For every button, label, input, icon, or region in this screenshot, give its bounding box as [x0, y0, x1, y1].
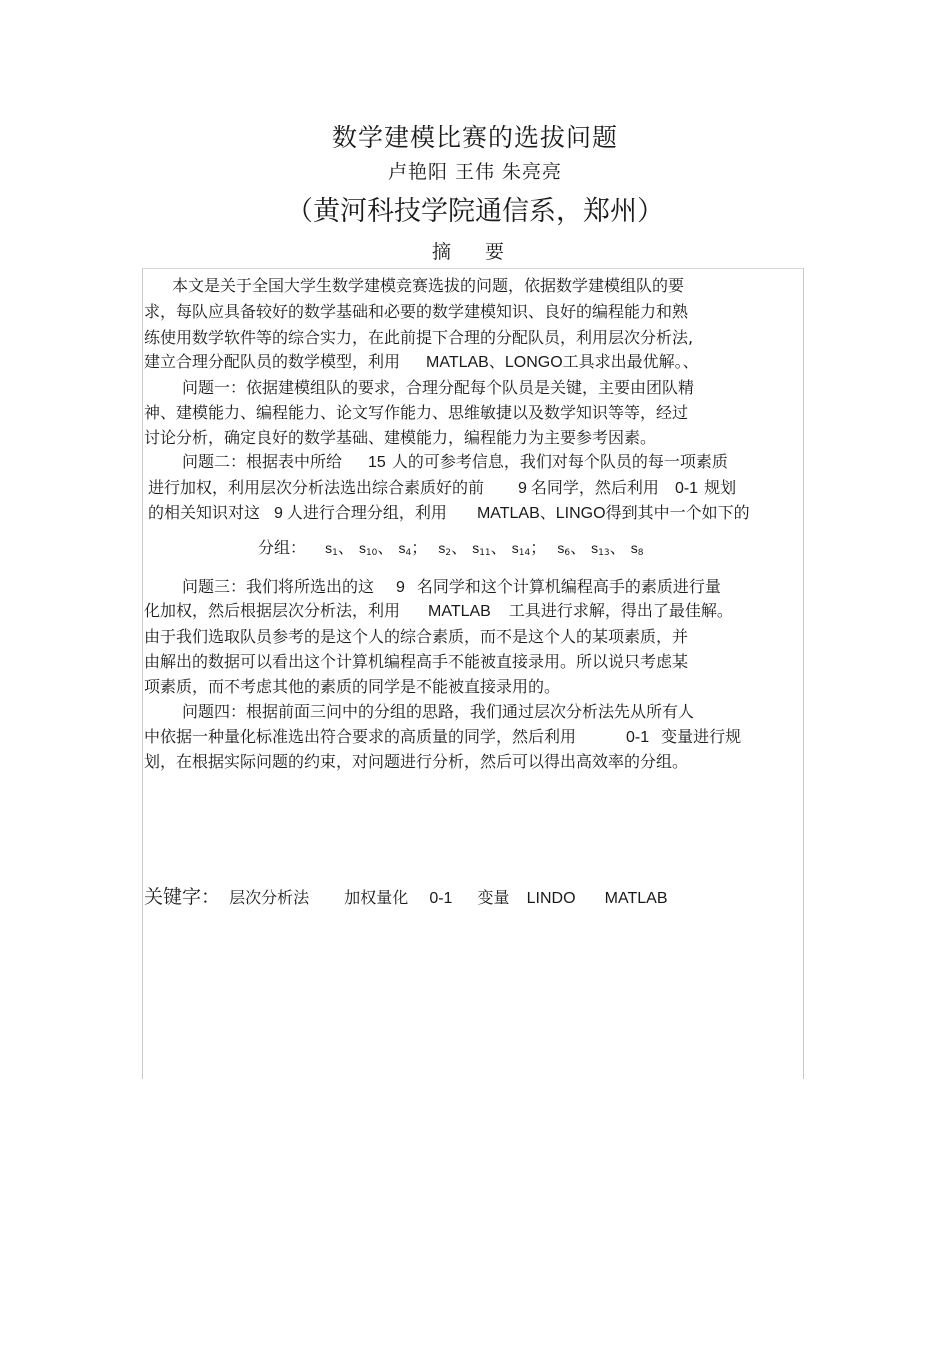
abstract-text: 15: [368, 454, 386, 471]
abstract-line: 由解出的数据可以看出这个计算机编程高手不能被直接录用。所以说只考虑某: [144, 652, 689, 671]
group-member: $s_{14}$: [511, 540, 531, 558]
group-line: [258, 538, 643, 563]
keyword: 层次分析法: [229, 888, 310, 907]
keyword: 0-1: [429, 890, 453, 907]
separator: ；: [530, 538, 547, 557]
abstract-line: 本文是关于全国大学生数学建模竞赛选拔的问题，依据数学建模组队的要: [172, 276, 685, 295]
group-member: $s_6$: [557, 540, 571, 558]
keyword: MATLAB: [604, 890, 668, 907]
keyword: 变量: [477, 888, 510, 907]
abstract-text: MATLAB、LONGO: [426, 354, 563, 371]
abstract-text: 名同学，然后利用: [530, 478, 659, 497]
abstract-line: 求，每队应具备较好的数学基础和必要的数学建模知识、良好的编程能力和熟: [144, 302, 689, 321]
abstract-line: [182, 577, 721, 598]
abstract-text: 9: [274, 505, 283, 522]
abstract-text: 规划: [704, 478, 737, 497]
abstract-text: 工具求出最优解。、: [562, 352, 699, 371]
abstract-line: 练使用数学软件等的综合实力，在此前提下合理的分配队员，利用层次分析法,: [144, 328, 694, 347]
group-member: $s_{11}$: [472, 540, 491, 558]
group-member: $s_8$: [630, 540, 644, 558]
abstract-text: 0-1: [626, 729, 650, 746]
abstract-text: 9: [396, 579, 405, 596]
paper-title: 数学建模比赛的选拔问题: [331, 123, 618, 152]
abstract-line: 问题一：依据建模组队的要求，合理分配每个队员是关键，主要由团队精: [182, 378, 695, 397]
abstract-text: 人进行合理分组，利用: [286, 503, 447, 522]
group-member: $s_{13}$: [591, 540, 610, 558]
abstract-line: [144, 352, 699, 373]
abstract-text: 0-1: [674, 480, 699, 497]
group-member: $s_4$: [398, 540, 412, 558]
abstract-line: [144, 727, 741, 748]
keyword: 加权量化: [344, 888, 409, 907]
abstract-line: [182, 452, 728, 473]
group-member: $s_2$: [438, 540, 452, 558]
abstract-line: 项素质，而不考虑其他的素质的同学是不能被直接录用的。: [144, 677, 561, 696]
keywords-label: 关键字：: [144, 886, 221, 908]
group-member: $s_1$: [325, 540, 338, 558]
abstract-text: 的相关知识对这: [148, 503, 261, 522]
abstract-line: [144, 601, 733, 622]
separator: 、: [490, 538, 507, 557]
separator: 、: [337, 538, 354, 557]
abstract-line: 神、建模能力、编程能力、论文写作能力、思维敏捷以及数学知识等等，经过: [144, 403, 689, 422]
abstract-line: 由于我们选取队员参考的是这个人的综合素质，而不是这个人的某项素质，并: [144, 627, 689, 646]
abstract-text: MATLAB: [428, 603, 491, 620]
abstract-text: MATLAB、LINGO: [476, 505, 606, 522]
abstract-heading: 摘 要: [431, 241, 519, 263]
group-label: 分组：: [258, 538, 307, 557]
abstract-line: 划，在根据实际问题的约束，对问题进行分析，然后可以得出高效率的分组。: [144, 752, 689, 771]
abstract-text: 人的可参考信息，我们对每个队员的每一项素质: [391, 452, 728, 471]
paper-affiliation: （黄河科技学院通信系，郑州）: [286, 196, 664, 227]
separator: 、: [377, 538, 394, 557]
abstract-text: 变量进行规: [661, 727, 742, 746]
separator: 、: [570, 538, 587, 557]
group-member: $s_{10}$: [358, 540, 378, 558]
abstract-text: 得到其中一个如下的: [605, 503, 750, 522]
abstract-line: 问题四：根据前面三问中的分组的思路，我们通过层次分析法先从所有人: [182, 702, 695, 721]
abstract-line: [148, 503, 750, 524]
separator: ；: [411, 538, 428, 557]
abstract-text: 建立合理分配队员的数学模型，利用: [144, 352, 401, 371]
keywords-line: [144, 887, 667, 909]
separator: 、: [451, 538, 468, 557]
separator: 、: [609, 538, 626, 557]
abstract-text: 问题三：我们将所选出的这: [182, 577, 375, 596]
paper-authors: 卢艳阳 王伟 朱亮亮: [387, 161, 563, 183]
abstract-text: 工具进行求解，得出了最佳解。: [508, 601, 733, 620]
abstract-text: 中依据一种量化标准选出符合要求的高质量的同学，然后利用: [144, 727, 577, 746]
abstract-line: 讨论分析，确定良好的数学基础、建模能力，编程能力为主要参考因素。: [144, 428, 657, 447]
abstract-text: 名同学和这个计算机编程高手的素质进行量: [416, 577, 721, 596]
keyword: LINDO: [526, 890, 576, 907]
abstract-text: 9: [518, 480, 527, 497]
abstract-text: 进行加权，利用层次分析法选出综合素质好的前: [148, 478, 485, 497]
abstract-line: [148, 478, 736, 499]
abstract-text: 化加权，然后根据层次分析法，利用: [144, 601, 401, 620]
abstract-text: 问题二：根据表中所给: [182, 452, 343, 471]
